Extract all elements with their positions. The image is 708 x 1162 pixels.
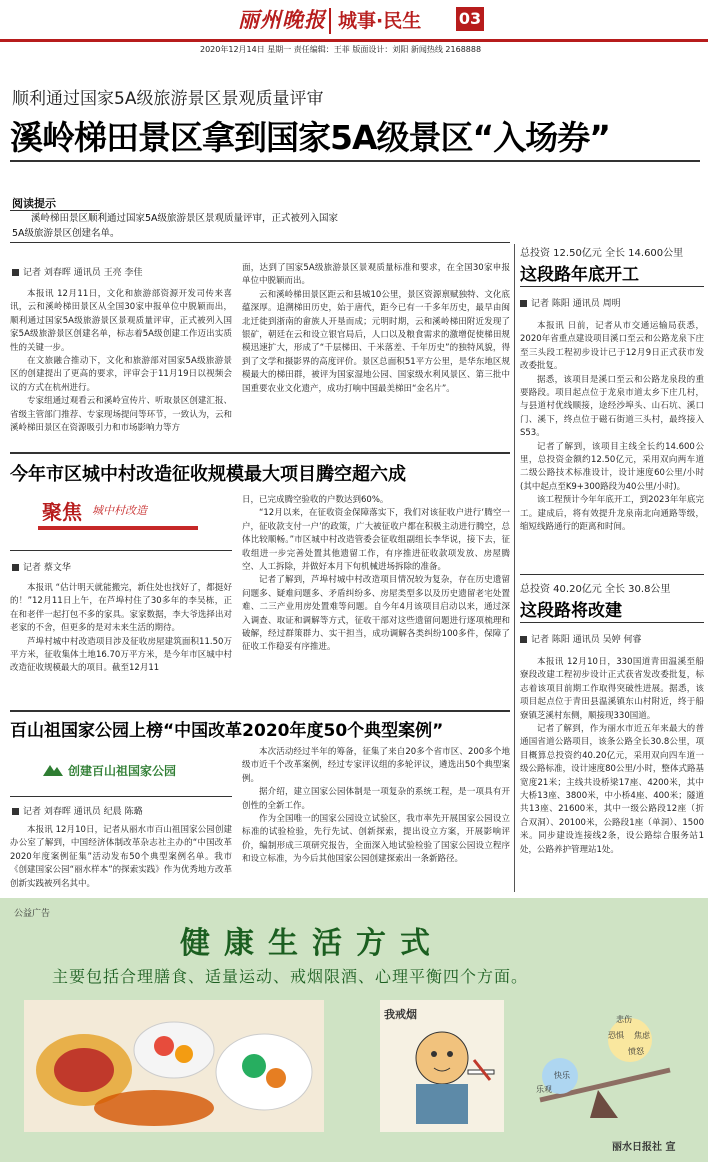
- paragraph: 记者了解到，该项目主线全长约14.600公里，总投资金额约12.50亿元，采用双向两车道二级公路技术标准设计，设计速度60公里/小时(其中起点至K9+300路段为40公里/小时)。: [520, 441, 704, 492]
- emotion-word: 恐惧: [608, 1031, 624, 1040]
- story2-byline-text: 记者 蔡文华: [23, 563, 71, 573]
- paragraph: 本次活动经过半年的筹备，征集了来自20多个省市区、200多个地级市近千个改革案例，经过专家评议组的多轮评议，遴选出50个典型案例。: [242, 747, 510, 784]
- emotion-seesaw-illustration: [520, 1000, 692, 1132]
- story3-byline-rule: [10, 796, 232, 797]
- story2-byline-rule: [10, 550, 232, 551]
- park-logo-text: 创建百山祖国家公园: [68, 764, 177, 778]
- byline-square-icon: [520, 300, 527, 307]
- reading-tip-label: 阅读提示: [12, 197, 56, 210]
- paragraph: 该工程预计今年年底开工，到2023年年底完工。建成后，将有效提升龙泉南北向通路等级，缩短线路通行的距离和时间。: [520, 495, 704, 533]
- lead-column-2: [242, 262, 510, 396]
- lead-headline: 溪岭梯田景区拿到国家5A级景区“入场券”: [10, 118, 610, 157]
- side2-body: [520, 656, 704, 857]
- paragraph: 据悉，该项目是溪口至云和公路龙泉段的重要路段。项目起点位于龙泉市道太乡下庄几村，与县道村优线顺接，途经沙埠头、山石坑、溪口门、溪下，终点位于磁石街道三头村，最终接入S53。: [520, 374, 704, 439]
- section-title: 城事·民生: [338, 10, 422, 32]
- reading-tip-text: 溪岭梯田景区顺利通过国家5A级旅游景区景观质量评审，正式被列入国家5A级旅游景区创建名单。: [12, 213, 339, 239]
- story3-column-2: [242, 746, 510, 867]
- cartoon-speech: 我戒烟: [384, 1008, 417, 1021]
- paragraph: 云和溪岭梯田景区距云和县城10公里，景区资源禀赋独特、文化底蕴深厚。追溯梯田历史，始于唐代，距今已有一千多年历史，最早由闽北迁徙到浙南的畲族人开垦而成；元明时期，云和溪岭梯田附近发现了银矿，朝廷在云和设立银官局后，人口以及粮食需求的激增促使梯田规模迅速扩大，形成了“千层梯田、千米落差、千年历史”的独特风貌，得到了文学和摄影界的高度评价。景区总面积51平方公里，是华东地区规模最大的梯田群，被评为国家湿地公园、国家级水利风景区、第三批中国重要农业文化遗产，成功打响中国最美梯田“金名片”。: [242, 289, 510, 394]
- lead-rule: [10, 160, 700, 162]
- masthead-divider: [329, 8, 331, 34]
- park-logo: [38, 758, 238, 788]
- paragraph: 本报讯 “估计明天就能搬完，新住处也找好了，都挺好的！”12月11日上午，在芦埠村住了30多年的李吴栋，正在和老伴一起打包不多的家具。家家数据，李大爷选择出对老家的不舍，但更多的是对未来生活的期待。: [10, 583, 232, 634]
- story3-byline-text: 记者 刘春晖 通讯员 纪晨 陈璐: [23, 807, 143, 817]
- column-divider: [514, 244, 515, 892]
- side2-byline: [520, 632, 641, 645]
- emotion-word: 乐观: [536, 1085, 552, 1094]
- side2-kicker: 总投资 40.20亿元 全长 30.8公里: [520, 584, 671, 595]
- side1-byline-text: 记者 陈阳 通讯员 周明: [531, 299, 621, 309]
- healthy-food-illustration: [24, 1000, 324, 1132]
- ad-subtitle: 主要包括合理膳食、适量运动、戒烟限酒、心理平衡四个方面。: [52, 967, 529, 986]
- masthead-rule: [0, 39, 708, 42]
- story3-byline: [12, 804, 142, 817]
- ad-label: 公益广告: [14, 909, 51, 919]
- story2-byline: [12, 560, 71, 573]
- focus-logo-subtitle: 城中村改造: [92, 504, 147, 517]
- lead-byline: [12, 265, 142, 278]
- side1-byline: [520, 296, 621, 309]
- side1-body: [520, 320, 704, 535]
- lead-byline-text: 记者 刘春晖 通讯员 王亮 李佳: [23, 268, 143, 278]
- lead-kicker: 顺利通过国家5A级旅游景区景观质量评审: [12, 89, 324, 109]
- emotion-word: 快乐: [554, 1071, 570, 1080]
- no-smoking-cartoon: [380, 1000, 504, 1132]
- paragraph: 本报讯 12月11日，文化和旅游部资源开发司传来喜讯，云和溪岭梯田景区从全国30家申报单位中脱颖而出，顺利通过国家5A级旅游景区景观质量评审，正式被列入国家5A级旅游景区创建名单，标志着5A级创建工作迈出实质性的关键一步。: [10, 289, 232, 353]
- lead-column-1: [10, 288, 232, 435]
- seesaw-icon: [520, 1000, 692, 1132]
- page-number: 03: [456, 7, 484, 31]
- focus-logo-bar: [38, 526, 198, 530]
- paragraph: 记者了解到，芦埠村城中村改造项目情况较为复杂，存在历史遗留问题多、疑难问题多、矛盾纠纷多、房屋类型多以及历史遗留老宅处置难、二三产业用房处置难等问题。自今年4月该项目启动以来，通过深入调查、取证和调解等方式，征收干部对这些遗留问题进行逐项梳理和破解，经过群策群力、实干担当，成功调解各类纠纷100多件，保障了征收工作稳妥有序推进。: [242, 575, 510, 653]
- ad-credit: 丽水日报社 宣: [612, 1142, 676, 1153]
- emotion-word: 焦虑: [634, 1031, 650, 1040]
- side1-kicker: 总投资 12.50亿元 全长 14.600公里: [520, 248, 684, 259]
- mountain-icon: [42, 760, 64, 778]
- byline-square-icon: [12, 808, 19, 815]
- story3-column-1: [10, 824, 232, 891]
- paragraph: 本报讯 12月10日，记者从丽水市百山祖国家公园创建办公室了解到，中国经济体制改革杂志社主办的“中国改革2020年度案例征集”活动发布50个典型案例名单。我市《创建国家公园“丽水样本”的探索实践》作为优秀地方改革创新实践被列名其中。: [10, 825, 232, 889]
- story3-headline: 百山祖国家公园上榜“中国改革2020年度50个典型案例”: [10, 721, 444, 741]
- paragraph: 本报讯 12月10日，330国道青田温溪至船寮段改建工程初步设计正式获省发改委批复，标志着该项目前期工作取得突破性进展。据悉，该项目起点位于青田县温溪镇东山村附近，终于船寮镇芝溪村东侧，顺接现330国道。: [520, 657, 704, 721]
- paragraph: 日，已完成腾空验收的户数达到60%。: [242, 495, 389, 505]
- story2-column-2: [242, 494, 510, 655]
- ad-title: 健康生活方式: [180, 926, 444, 961]
- paragraph: 记者了解到，作为丽水市近五年来最大的普通国省道公路项目，该条公路全长30.8公里，项目概算总投资约40.20亿元，采用双向四车道一级公路标准，设计速度80公里/小时，整体式路基宽度21米；主线共设桥梁17座、4200米，其中大桥13座、3800米，中小桥4座、400米；隧道共13座、21600米，其中一级公路段12座（折合双洞）、20100米，公路段1座（单洞）、1500米。同步建设连接线2条，设公路综合服务站1处，公路养护管理站1处。: [520, 724, 704, 855]
- paragraph: 在文旅融合推动下，文化和旅游部对国家5A级旅游景区的创建提出了更高的要求，评审会于11月19日以视频会议的方式在杭州进行。: [10, 356, 232, 393]
- paragraph: 据介绍，建立国家公园体制是一项复杂的系统工程，是一项具有开创性的全新工作。: [242, 787, 510, 811]
- side2-headline: 这段路将改建: [520, 601, 622, 621]
- paragraph: “12月以来，在征收资金保障落实下，我们对该征收户进行‘腾空一户，征收款支付一户’的政策，广大被征收户都在积极主动进行腾空，总体比较顺畅。”市区城中村改造管委会征收组副组长李华说，接下去，征收组进一步完善处置其他遗留工作，有序推进征收款项发放、房屋腾空、人工拆除，并做好本月下旬机械进场拆除的准备。: [242, 508, 510, 573]
- byline-square-icon: [520, 636, 527, 643]
- side1-headline: 这段路年底开工: [520, 265, 639, 285]
- story2-top-rule: [10, 452, 510, 454]
- paragraph: 本报讯 日前，记者从市交通运输局获悉，2020年省重点建设项目溪口至云和公路龙泉下庄至三头段工程初步设计已于12月9日正式获市发改委批复。: [520, 321, 704, 372]
- story2-column-1: [10, 582, 232, 676]
- dateline: 2020年12月14日 星期一 责任编辑：王菲 版面设计：刘阳 新闻热线 2168888: [200, 45, 482, 54]
- newspaper-logo: 丽州晚报: [238, 7, 326, 32]
- emotion-word: 愤怒: [628, 1047, 644, 1056]
- lead-byline-rule: [10, 242, 510, 243]
- side1-rule: [520, 286, 704, 287]
- paragraph: 芦埠村城中村改造项目涉及征收房屋建筑面积11.50万平方米，征收集体土地16.70万平方米，是今年市区城中村改造征收规模最大的项目。截至12月11: [10, 636, 232, 674]
- focus-logo-title: 聚焦: [42, 500, 82, 524]
- side2-byline-text: 记者 陈阳 通讯员 吴婷 何睿: [531, 635, 642, 645]
- paragraph: 面，达到了国家5A级旅游景区景观质量标准和要求，在全国30家申报单位中脱颖而出。: [242, 263, 510, 287]
- paragraph: 专家组通过观看云和溪岭宣传片、听取景区创建汇报、省级主管部门推荐、专家现场提问等环节，一致认为，云和溪岭梯田景区在资源吸引力和市场影响力等方: [10, 396, 232, 434]
- story2-headline: 今年市区城中村改造征收规模最大项目腾空超六成: [10, 464, 406, 485]
- masthead: [0, 0, 708, 40]
- side2-top-rule: [520, 574, 704, 575]
- side2-rule: [520, 622, 704, 623]
- story3-top-rule: [10, 710, 510, 712]
- paragraph: 作为全国唯一的国家公园设立试验区，我市率先开展国家公园设立标准的试验检验，先行先试、创新探索，提出设立方案，开展影响评价，编制形成三项研究报告，全面深入地试验检验了国家公园设立程序和设立标准，为今后其他国家公园创建探索出一条新路径。: [242, 814, 510, 865]
- emotion-word: 悲伤: [616, 1015, 632, 1024]
- byline-square-icon: [12, 269, 19, 276]
- focus-logo: [38, 488, 198, 538]
- byline-square-icon: [12, 564, 19, 571]
